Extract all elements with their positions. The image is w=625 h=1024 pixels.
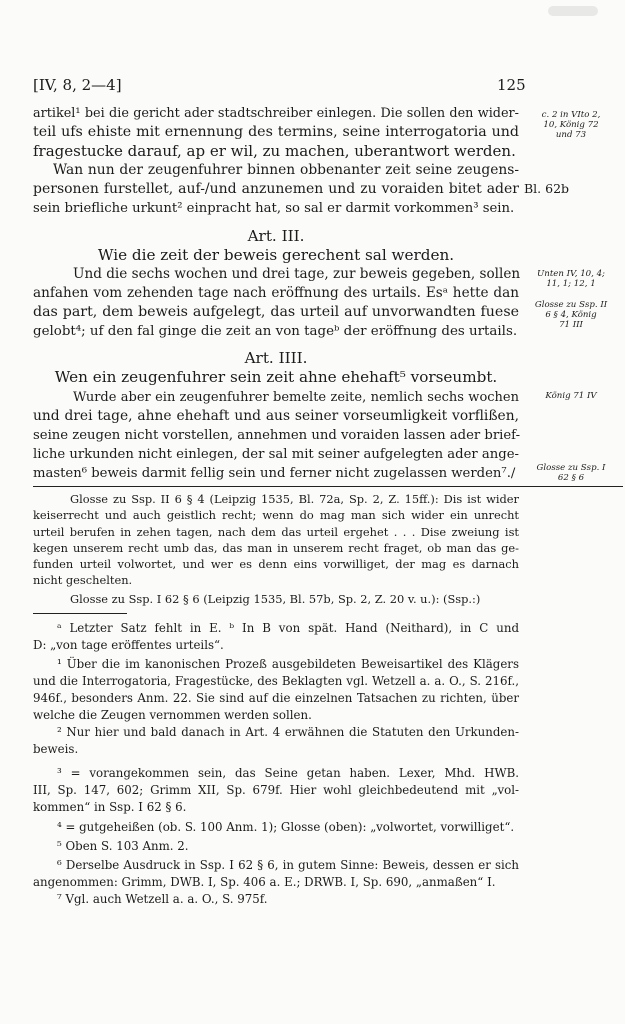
footnote-line: welche die Zeugen vernommen werden sollen.: [33, 708, 312, 722]
article-heading: Art. III.: [247, 227, 305, 245]
text-line: fragestucke darauf, ap er wil, zu machen, uberantwort werden.: [33, 142, 516, 160]
footnote-line: III, Sp. 147, 602; Grimm XII, Sp. 679f. Hier wohl gleichbedeutend mit „vol-: [33, 783, 519, 797]
margin-note: 10, König 72: [543, 120, 599, 130]
text-line: sein briefliche urkunt² einpracht hat, so sal er darmit vorkommen³ sein.: [33, 201, 515, 216]
margin-note: 11, 1; 12, 1: [546, 279, 596, 289]
text-line: personen furstellet, auf-/und anzunemen und zu voraiden bitet ader: [33, 181, 519, 197]
margin-note: 62 § 6: [557, 473, 585, 483]
footnote-line: ⁶ Derselbe Ausdruck in Ssp. I 62 § 6, in gutem Sinne: Beweis, dessen er sich: [57, 858, 519, 872]
text-line: liche urkunden nicht einlegen, der sal mit seiner aufgelegten ader ange-: [33, 447, 519, 462]
text-line: anfahen vom zehenden tage nach eröffnung des urtails. Esᵃ hette dan: [33, 285, 519, 301]
footnote-line: ² Nur hier und bald danach in Art. 4 erwähnen die Statuten den Urkunden-: [57, 725, 519, 739]
text-line: Wurde aber ein zeugenfuhrer bemelte zeite, nemlich sechs wochen: [73, 390, 519, 405]
article-title: Wie die zeit der beweis gerechent sal werden.: [97, 246, 455, 264]
margin-note: Glosse zu Ssp. I: [536, 463, 606, 473]
scan-smudge: [548, 6, 598, 16]
text-line: seine zeugen nicht vorstellen, annehmen und voraiden lassen ader brief-: [33, 428, 521, 443]
margin-note-folio: Bl. 62b: [524, 181, 570, 196]
margin-note: Unten IV, 10, 4;: [537, 269, 605, 279]
gloss-line: funden urteil volwortet, und wer es denn eins vorwilliget, der mag es darnach: [33, 557, 519, 571]
footnote-line: ⁷ Vgl. auch Wetzell a. a. O., S. 975f.: [57, 892, 268, 906]
footnote-line: ᵃ Letzter Satz fehlt in E. ᵇ In B von spät. Hand (Neithard), in C und: [57, 621, 519, 635]
margin-note: c. 2 in VIto 2,: [541, 110, 601, 120]
margin-note: Glosse zu Ssp. II: [534, 300, 608, 310]
gloss-line: urteil berufen in zehen tagen, nach dem das urteil ergehet . . . Dise zweiung ist: [33, 525, 519, 539]
margin-note: 71 III: [559, 320, 583, 330]
footnote-line: D: „von tage eröffentes urteils“.: [33, 638, 224, 652]
gloss-line: keiserrecht und auch geistlich recht; wenn do mag man sich wider ein unrecht: [33, 508, 519, 522]
footnote-rule: [33, 613, 127, 614]
footnote-line: angenommen: Grimm, DWB. I, Sp. 406 a. E.; DRWB. I, Sp. 690, „anmaßen“ I.: [33, 875, 496, 889]
gloss-rule: [33, 486, 623, 487]
gloss-line: nicht geschelten.: [33, 573, 133, 587]
margin-note: König 71 IV: [545, 391, 597, 401]
text-line: gelobt⁴; uf den fal ginge die zeit an von tageᵇ der eröffnung des urtails.: [33, 324, 518, 339]
footnote-line: ⁴ = gutgeheißen (ob. S. 100 Anm. 1); Glosse (oben): „volwortet, vorwilliget“.: [57, 820, 515, 834]
article-heading: Art. IIII.: [244, 349, 308, 367]
footnote-line: ¹ Über die im kanonischen Prozeß ausgebildeten Beweisartikel des Klägers: [57, 657, 519, 671]
text-line: das part, dem beweis aufgelegt, das urteil auf unvorwandten fuese: [33, 304, 519, 320]
gloss-line: kegen unserem recht umb das, das man in unserem recht fraget, ob man das ge-: [33, 541, 519, 555]
footnote-line: beweis.: [33, 742, 79, 756]
running-head: [IV, 8, 2—4]: [33, 76, 122, 94]
footnote-line: kommen“ in Ssp. I 62 § 6.: [33, 800, 187, 814]
text-line: teil ufs ehiste mit ernennung des termins, seine interrogatoria und: [33, 124, 519, 140]
gloss-line: Glosse zu Ssp. I 62 § 6 (Leipzig 1535, Bl. 57b, Sp. 2, Z. 20 v. u.): (Ssp.:): [70, 592, 481, 606]
text-line: Wan nun der zeugenfuhrer binnen obbenanter zeit seine zeugens-: [53, 162, 519, 178]
margin-note: und 73: [555, 130, 587, 140]
text-line: artikel¹ bei die gericht ader stadtschreiber einlegen. Die sollen den wider-: [33, 106, 519, 121]
text-line: Und die sechs wochen und drei tage, zur beweis gegeben, sollen: [73, 266, 521, 282]
text-line: und drei tage, ahne ehehaft und aus seiner vorseumligkeit vorflißen,: [33, 408, 519, 424]
text-line: masten⁶ beweis darmit fellig sein und ferner nicht zugelassen werden⁷./: [33, 466, 516, 481]
footnote-line: ⁵ Oben S. 103 Anm. 2.: [57, 839, 189, 853]
footnote-line: 946f., besonders Anm. 22. Sie sind auf die einzelnen Tatsachen zu richten, über: [33, 691, 519, 705]
margin-note: 6 § 4, König: [545, 310, 597, 320]
footnote-line: und die Interrogatoria, Fragestücke, des Beklagten vgl. Wetzell a. a. O., S. 216f.,: [33, 674, 519, 688]
page-number: 125: [497, 76, 526, 94]
footnote-line: ³ = vorangekommen sein, das Seine getan haben. Lexer, Mhd. HWB.: [57, 766, 519, 780]
article-title: Wen ein zeugenfuhrer sein zeit ahne ehehaft⁵ vorseumbt.: [54, 368, 498, 386]
gloss-line: Glosse zu Ssp. II 6 § 4 (Leipzig 1535, Bl. 72a, Sp. 2, Z. 15ff.): Dis ist wider: [70, 492, 519, 506]
